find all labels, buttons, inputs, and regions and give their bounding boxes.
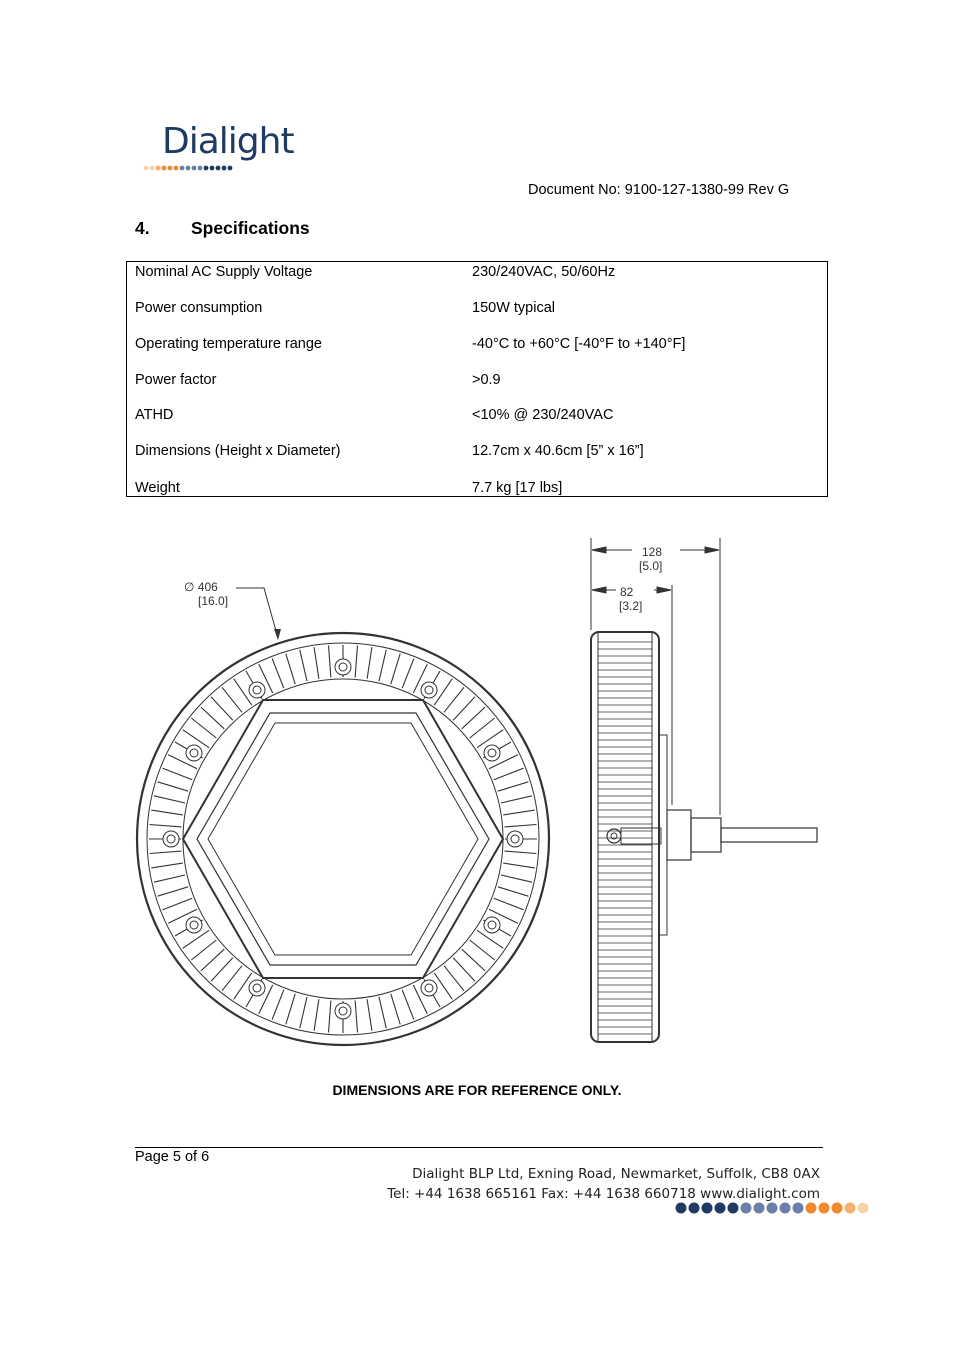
spec-label: Power factor — [135, 372, 217, 388]
spec-label: Nominal AC Supply Voltage — [135, 264, 313, 280]
side-view — [591, 632, 817, 1042]
document-number: Document No: 9100-127-1380-99 Rev G — [528, 182, 790, 198]
spec-value: 12.7cm x 40.6cm [5” x 16”] — [472, 443, 644, 459]
spec-value: -40°C to +60°C [-40°F to +140°F] — [472, 336, 686, 352]
spec-value: 150W typical — [472, 300, 556, 316]
body-mm: 82 — [620, 585, 634, 599]
company-address: Dialight BLP Ltd, Exning Road, Newmarket, Suffolk, CB8 0AX — [412, 1166, 820, 1182]
section-number: 4. — [135, 218, 150, 238]
diameter-mm: ∅ 406 — [184, 580, 218, 594]
spec-value: 7.7 kg [17 lbs] — [472, 480, 563, 496]
front-view — [137, 633, 549, 1045]
reference-note: DIMENSIONS ARE FOR REFERENCE ONLY. — [332, 1082, 622, 1098]
spec-label: Weight — [135, 480, 180, 496]
logo-dots — [143, 164, 243, 172]
spec-label: Operating temperature range — [135, 336, 322, 352]
diameter-callout — [184, 580, 281, 640]
height-mm: 128 — [642, 545, 663, 559]
company-contact: Tel: +44 1638 665161 Fax: +44 1638 660718 www.dialight.com — [387, 1186, 820, 1202]
spec-label: Dimensions (Height x Diameter) — [135, 443, 341, 459]
spec-label: Power consumption — [135, 300, 263, 316]
spec-value: >0.9 — [472, 372, 501, 388]
spec-label: ATHD — [135, 407, 174, 423]
spec-value: 230/240VAC, 50/60Hz — [472, 264, 616, 280]
footer-divider — [135, 1147, 823, 1148]
spec-table — [126, 261, 828, 497]
footer-dots — [674, 1201, 878, 1215]
diameter-in: [16.0] — [198, 594, 229, 608]
body-in: [3.2] — [619, 599, 643, 613]
technical-drawing — [126, 530, 826, 1055]
section-title: Specifications — [191, 218, 310, 238]
height-dimension — [591, 538, 720, 815]
dialight-logo: Dialight — [162, 121, 294, 162]
page-number: Page 5 of 6 — [135, 1149, 210, 1165]
height-in: [5.0] — [639, 559, 663, 573]
spec-value: <10% @ 230/240VAC — [472, 407, 614, 423]
